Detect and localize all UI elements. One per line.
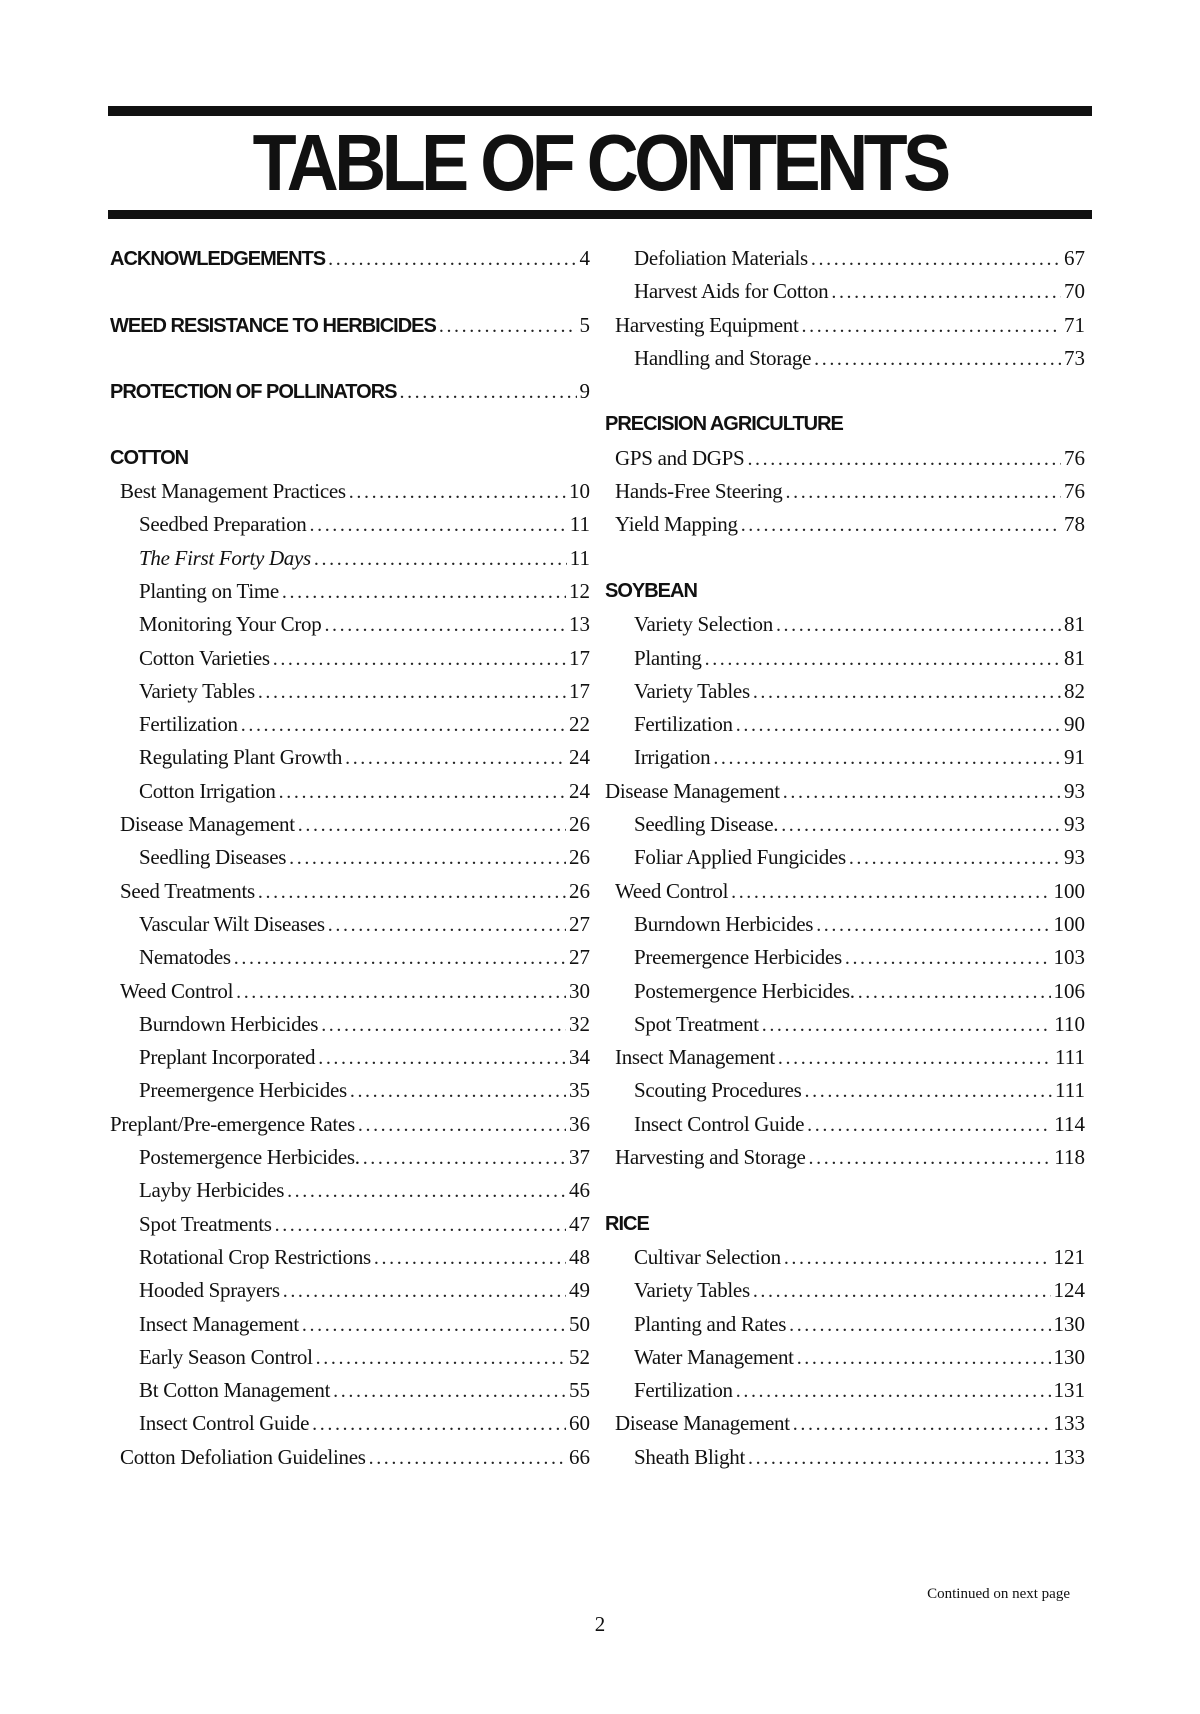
toc-entry-page: 46 xyxy=(569,1178,590,1203)
toc-entry-label: Cotton Irrigation xyxy=(139,778,276,803)
toc-entry-page: 76 xyxy=(1064,445,1085,470)
toc-entry-label: Spot Treatments xyxy=(139,1211,272,1236)
toc-entry-page: 82 xyxy=(1064,678,1085,703)
toc-entry-page: 60 xyxy=(569,1411,590,1436)
toc-entry-label: Planting xyxy=(634,645,702,670)
toc-dot-leader xyxy=(258,876,566,909)
toc-dot-leader xyxy=(363,1142,566,1175)
toc-entry-page: 9 xyxy=(579,379,590,404)
toc-dot-leader xyxy=(858,976,1051,1009)
toc-entry-page: 71 xyxy=(1064,312,1085,337)
toc-dot-leader xyxy=(831,276,1061,309)
toc-entry-page: 35 xyxy=(569,1078,590,1103)
toc-entry-label: Vascular Wilt Diseases xyxy=(139,911,325,936)
toc-entry-page: 48 xyxy=(569,1244,590,1269)
toc-entry-fertilization[interactable] xyxy=(605,708,1085,741)
toc-entry-preemergence-herbicides[interactable] xyxy=(605,941,1085,974)
toc-entry-label: Planting on Time xyxy=(139,578,279,603)
toc-entry-label: Spot Treatment xyxy=(634,1011,759,1036)
toc-entry-early-season-control[interactable] xyxy=(110,1341,590,1374)
toc-entry-page: 32 xyxy=(569,1011,590,1036)
toc-entry-disease-management[interactable] xyxy=(110,808,590,841)
toc-entry-vascular-wilt-diseases[interactable] xyxy=(110,908,590,941)
toc-entry-gps-and-dgps[interactable] xyxy=(605,442,1085,475)
toc-entry-label: PRECISION AGRICULTURE xyxy=(605,413,843,436)
toc-entry-preemergence-herbicides[interactable] xyxy=(110,1074,590,1107)
toc-left-column xyxy=(110,242,590,1474)
toc-entry-label: Variety Selection xyxy=(634,612,773,637)
toc-entry-label: Nematodes xyxy=(139,945,231,970)
toc-dot-leader xyxy=(318,1042,566,1075)
toc-entry-weed-control[interactable] xyxy=(110,975,590,1008)
toc-entry-sheath-blight[interactable] xyxy=(605,1441,1085,1474)
toc-entry-page: 22 xyxy=(569,712,590,737)
toc-entry-weed-control[interactable] xyxy=(605,875,1085,908)
toc-entry-page: 131 xyxy=(1053,1378,1085,1403)
toc-entry-cotton-defoliation-guidelines[interactable] xyxy=(110,1441,590,1474)
toc-dot-leader xyxy=(283,1275,566,1308)
toc-dot-leader xyxy=(753,676,1061,709)
toc-entry-label: Burndown Herbicides xyxy=(634,911,814,936)
toc-dot-leader xyxy=(350,1075,566,1108)
toc-entry-page: 67 xyxy=(1064,246,1085,270)
toc-dot-leader xyxy=(279,776,566,809)
toc-entry-label: Rotational Crop Restrictions xyxy=(139,1244,371,1269)
toc-entry-variety-tables[interactable] xyxy=(605,675,1085,708)
toc-dot-leader xyxy=(349,476,566,509)
toc-entry-hands-free-steering[interactable] xyxy=(605,475,1085,508)
toc-entry-disease-management[interactable] xyxy=(605,1407,1085,1440)
toc-dot-leader xyxy=(345,742,566,775)
toc-dot-leader xyxy=(753,1275,1051,1308)
toc-entry-label: Irrigation xyxy=(634,745,711,770)
toc-entry-label: Best Management Practices xyxy=(120,479,346,504)
toc-dot-leader xyxy=(778,1042,1052,1075)
toc-entry-variety-tables[interactable] xyxy=(605,1274,1085,1307)
toc-entry-label: Cotton Defoliation Guidelines xyxy=(120,1444,366,1469)
toc-entry-page: 10 xyxy=(569,479,590,504)
toc-entry-planting[interactable] xyxy=(605,642,1085,675)
toc-entry-insect-management[interactable] xyxy=(110,1308,590,1341)
toc-entry-label: Weed Control xyxy=(120,978,234,1003)
toc-entry-page: 11 xyxy=(569,512,590,537)
toc-entry-page: 106 xyxy=(1053,978,1085,1003)
toc-entry-label: Preplant/Pre-emergence Rates xyxy=(110,1111,355,1136)
toc-entry-page: 66 xyxy=(569,1444,590,1469)
toc-entry-layby-herbicides[interactable] xyxy=(110,1174,590,1207)
toc-dot-leader xyxy=(439,310,577,343)
toc-entry-label: Insect Management xyxy=(615,1045,775,1070)
toc-entry-page: 34 xyxy=(569,1045,590,1070)
toc-entry-label: Weed Control xyxy=(615,878,729,903)
toc-entry-page: 70 xyxy=(1064,279,1085,304)
toc-spacer xyxy=(605,375,1085,408)
toc-dot-leader xyxy=(811,243,1061,276)
toc-entry-planting-on-time[interactable] xyxy=(110,575,590,608)
toc-entry-fertilization[interactable] xyxy=(605,1374,1085,1407)
toc-dot-leader xyxy=(802,310,1061,343)
page-title-container xyxy=(108,118,1092,208)
toc-entry-page: 26 xyxy=(569,878,590,903)
toc-entry-label: Bt Cotton Management xyxy=(139,1378,331,1403)
toc-entry-page: 27 xyxy=(569,945,590,970)
toc-dot-leader xyxy=(849,842,1061,875)
toc-dot-leader xyxy=(845,942,1051,975)
toc-dot-leader xyxy=(374,1242,566,1275)
toc-entry-bt-cotton-management[interactable] xyxy=(110,1374,590,1407)
toc-entry-label: Variety Tables xyxy=(634,1278,750,1303)
toc-dot-leader xyxy=(328,909,566,942)
toc-dot-leader xyxy=(316,1342,566,1375)
toc-entry-label: Yield Mapping xyxy=(615,512,738,537)
toc-entry-label: GPS and DGPS xyxy=(615,445,745,470)
toc-entry-label: Regulating Plant Growth xyxy=(139,745,343,770)
toc-entry-page: 100 xyxy=(1053,878,1085,903)
toc-entry-label: ACKNOWLEDGEMENTS xyxy=(110,248,326,270)
toc-dot-leader xyxy=(805,1075,1053,1108)
toc-entry-label: Preplant Incorporated xyxy=(139,1045,316,1070)
toc-entry-label: Water Management xyxy=(634,1344,794,1369)
toc-entry-label: Variety Tables xyxy=(139,678,255,703)
toc-entry-regulating-plant-growth[interactable] xyxy=(110,741,590,774)
toc-spacer xyxy=(110,342,590,375)
toc-dot-leader xyxy=(807,1109,1051,1142)
toc-entry-label: Hooded Sprayers xyxy=(139,1278,280,1303)
top-rule xyxy=(108,106,1092,116)
toc-section-heading-rice xyxy=(605,1208,1085,1241)
toc-dot-leader xyxy=(241,709,566,742)
toc-entry-page: 100 xyxy=(1053,911,1085,936)
toc-entry-page: 81 xyxy=(1064,645,1085,670)
toc-dot-leader xyxy=(814,343,1061,376)
toc-entry-weed-resistance-to-herbicides[interactable] xyxy=(110,309,590,342)
toc-entry-seed-treatments[interactable] xyxy=(110,875,590,908)
toc-entry-protection-of-pollinators[interactable] xyxy=(110,375,590,408)
toc-entry-page: 37 xyxy=(569,1145,590,1170)
toc-entry-page: 90 xyxy=(1064,712,1085,737)
toc-entry-label: Layby Herbicides xyxy=(139,1178,285,1203)
toc-entry-label: RICE xyxy=(605,1212,649,1235)
toc-dot-leader xyxy=(809,1142,1052,1175)
toc-entry-label: Insect Management xyxy=(139,1311,299,1336)
toc-entry-nematodes[interactable] xyxy=(110,941,590,974)
toc-entry-label: Cultivar Selection xyxy=(634,1244,781,1269)
toc-entry-label: Variety Tables xyxy=(634,678,750,703)
toc-entry-label: Fertilization xyxy=(634,712,733,737)
bottom-rule xyxy=(108,210,1092,219)
toc-entry-page: 114 xyxy=(1054,1111,1085,1136)
toc-entry-cotton-irrigation[interactable] xyxy=(110,775,590,808)
toc-entry-label: Preemergence Herbicides xyxy=(139,1078,347,1103)
toc-entry-best-management-practices[interactable] xyxy=(110,475,590,508)
toc-dot-leader xyxy=(298,809,566,842)
toc-entry-harvesting-equipment[interactable] xyxy=(605,309,1085,342)
toc-spacer xyxy=(605,542,1085,575)
toc-entry-label: Early Season Control xyxy=(139,1344,313,1369)
toc-dot-leader xyxy=(789,1309,1050,1342)
toc-entry-page: 17 xyxy=(569,678,590,703)
toc-entry-spot-treatments[interactable] xyxy=(110,1208,590,1241)
toc-dot-leader xyxy=(736,1375,1051,1408)
toc-entry-harvesting-and-storage[interactable] xyxy=(605,1141,1085,1174)
toc-dot-leader xyxy=(784,1242,1051,1275)
toc-entry-label: WEED RESISTANCE TO HERBICIDES xyxy=(110,314,436,337)
toc-entry-label: Seedbed Preparation xyxy=(139,512,307,537)
toc-entry-page: 121 xyxy=(1053,1244,1085,1269)
toc-entry-page: 24 xyxy=(569,745,590,770)
toc-entry-label: SOYBEAN xyxy=(605,579,697,602)
toc-entry-harvest-aids-for-cotton[interactable] xyxy=(605,275,1085,308)
toc-entry-hooded-sprayers[interactable] xyxy=(110,1274,590,1307)
toc-entry-page: 103 xyxy=(1053,945,1085,970)
toc-entry-preplant-incorporated[interactable] xyxy=(110,1041,590,1074)
toc-dot-leader xyxy=(234,942,566,975)
toc-entry-page: 27 xyxy=(569,911,590,936)
toc-dot-leader xyxy=(399,376,576,409)
toc-entry-page: 24 xyxy=(569,778,590,803)
toc-entry-page: 110 xyxy=(1054,1011,1085,1036)
toc-entry-label: Insect Control Guide xyxy=(634,1111,805,1136)
toc-entry-page: 49 xyxy=(569,1278,590,1303)
toc-entry-page: 78 xyxy=(1064,512,1085,537)
toc-entry-page: 55 xyxy=(569,1378,590,1403)
toc-entry-label: Hands-Free Steering xyxy=(615,479,783,504)
toc-entry-label: Scouting Procedures xyxy=(634,1078,802,1103)
toc-dot-leader xyxy=(781,809,1061,842)
toc-entry-page: 17 xyxy=(569,645,590,670)
page-title: TABLE OF CONTENTS xyxy=(252,118,948,207)
toc-dot-leader xyxy=(705,643,1061,676)
toc-entry-page: 13 xyxy=(569,612,590,637)
toc-entry-yield-mapping[interactable] xyxy=(605,508,1085,541)
toc-entry-preplant-pre-emergence-rates[interactable] xyxy=(110,1108,590,1141)
toc-dot-leader xyxy=(793,1408,1051,1441)
toc-entry-page: 133 xyxy=(1053,1444,1085,1469)
toc-dot-leader xyxy=(731,876,1050,909)
toc-entry-label: Harvest Aids for Cotton xyxy=(634,279,829,304)
toc-entry-page: 12 xyxy=(569,578,590,603)
toc-entry-page: 93 xyxy=(1064,845,1085,870)
toc-section-heading-soybean xyxy=(605,575,1085,608)
toc-entry-label: Postemergence Herbicides. xyxy=(139,1145,360,1170)
toc-dot-leader xyxy=(776,609,1061,642)
toc-dot-leader xyxy=(797,1342,1051,1375)
toc-dot-leader xyxy=(312,1408,566,1441)
toc-entry-handling-and-storage[interactable] xyxy=(605,342,1085,375)
toc-entry-page: 73 xyxy=(1064,345,1085,370)
toc-entry-page: 4 xyxy=(579,246,590,270)
toc-entry-postemergence-herbicides[interactable] xyxy=(605,975,1085,1008)
toc-spacer xyxy=(605,1174,1085,1207)
toc-entry-scouting-procedures[interactable] xyxy=(605,1074,1085,1107)
toc-entry-label: Insect Control Guide xyxy=(139,1411,310,1436)
toc-entry-page: 130 xyxy=(1053,1311,1085,1336)
continued-note: Continued on next page xyxy=(927,1586,1070,1602)
toc-dot-leader xyxy=(324,609,566,642)
toc-entry-page: 36 xyxy=(569,1111,590,1136)
toc-dot-leader xyxy=(786,476,1062,509)
toc-dot-leader xyxy=(736,709,1061,742)
toc-entry-page: 26 xyxy=(569,845,590,870)
toc-entry-page: 93 xyxy=(1064,778,1085,803)
toc-entry-label: Monitoring Your Crop xyxy=(139,612,322,637)
toc-spacer xyxy=(110,408,590,441)
toc-dot-leader xyxy=(741,509,1061,542)
toc-entry-label: Seed Treatments xyxy=(120,878,255,903)
toc-entry-fertilization[interactable] xyxy=(110,708,590,741)
toc-entry-page: 47 xyxy=(569,1211,590,1236)
toc-entry-label: Harvesting Equipment xyxy=(615,312,799,337)
toc-entry-label: Disease Management xyxy=(605,778,780,803)
toc-entry-label: Foliar Applied Fungicides xyxy=(634,845,846,870)
toc-entry-cultivar-selection[interactable] xyxy=(605,1241,1085,1274)
toc-entry-label: Fertilization xyxy=(634,1378,733,1403)
toc-entry-insect-control-guide[interactable] xyxy=(605,1108,1085,1141)
toc-entry-spot-treatment[interactable] xyxy=(605,1008,1085,1041)
toc-entry-page: 124 xyxy=(1053,1278,1085,1303)
toc-entry-label: Preemergence Herbicides xyxy=(634,945,842,970)
toc-entry-page: 91 xyxy=(1064,745,1085,770)
toc-dot-leader xyxy=(333,1375,566,1408)
toc-entry-label: Fertilization xyxy=(139,712,238,737)
toc-dot-leader xyxy=(783,776,1061,809)
toc-entry-water-management[interactable] xyxy=(605,1341,1085,1374)
toc-dot-leader xyxy=(369,1442,566,1475)
toc-entry-label: The First Forty Days xyxy=(139,545,311,570)
toc-dot-leader xyxy=(310,509,567,542)
toc-dot-leader xyxy=(302,1309,566,1342)
toc-dot-leader xyxy=(275,1209,566,1242)
toc-dot-leader xyxy=(258,676,566,709)
toc-entry-burndown-herbicides[interactable] xyxy=(605,908,1085,941)
toc-entry-page: 76 xyxy=(1064,479,1085,504)
toc-dot-leader xyxy=(816,909,1050,942)
toc-entry-foliar-applied-fungicides[interactable] xyxy=(605,841,1085,874)
toc-entry-page: 52 xyxy=(569,1344,590,1369)
toc-entry-label: Harvesting and Storage xyxy=(615,1145,806,1170)
toc-entry-label: Disease Management xyxy=(120,812,295,837)
toc-dot-leader xyxy=(314,543,567,576)
toc-entry-page: 133 xyxy=(1053,1411,1085,1436)
toc-entry-label: Disease Management xyxy=(615,1411,790,1436)
toc-dot-leader xyxy=(713,742,1061,775)
toc-entry-seedling-diseases[interactable] xyxy=(110,841,590,874)
toc-entry-label: Planting and Rates xyxy=(634,1311,787,1336)
toc-entry-label: Handling and Storage xyxy=(634,345,812,370)
toc-entry-seedbed-preparation[interactable] xyxy=(110,508,590,541)
toc-entry-label: Postemergence Herbicides. xyxy=(634,978,855,1003)
toc-entry-label: Seedling Diseases xyxy=(139,845,287,870)
toc-entry-cotton-varieties[interactable] xyxy=(110,642,590,675)
toc-entry-rotational-crop-restrictions[interactable] xyxy=(110,1241,590,1274)
toc-entry-label: Sheath Blight xyxy=(634,1444,746,1469)
toc-entry-label: Cotton Varieties xyxy=(139,645,270,670)
toc-entry-seedling-disease[interactable] xyxy=(605,808,1085,841)
toc-entry-page: 111 xyxy=(1055,1045,1085,1070)
toc-entry-label: COTTON xyxy=(110,446,189,469)
toc-entry-page: 111 xyxy=(1055,1078,1085,1103)
toc-entry-page: 30 xyxy=(569,978,590,1003)
toc-entry-page: 26 xyxy=(569,812,590,837)
toc-entry-label: Seedling Disease. xyxy=(634,812,779,837)
toc-dot-leader xyxy=(282,576,566,609)
toc-entry-page: 81 xyxy=(1064,612,1085,637)
toc-entry-variety-selection[interactable] xyxy=(605,608,1085,641)
toc-entry-the-first-forty-days[interactable] xyxy=(110,542,590,575)
toc-entry-acknowledgements[interactable] xyxy=(110,242,590,275)
toc-entry-page: 11 xyxy=(569,545,590,570)
toc-dot-leader xyxy=(748,1442,1050,1475)
toc-entry-page: 118 xyxy=(1054,1145,1085,1170)
toc-entry-page: 5 xyxy=(579,312,590,337)
toc-entry-disease-management[interactable] xyxy=(605,775,1085,808)
toc-entry-label: Defoliation Materials xyxy=(634,246,808,270)
toc-entry-burndown-herbicides[interactable] xyxy=(110,1008,590,1041)
toc-entry-variety-tables[interactable] xyxy=(110,675,590,708)
toc-dot-leader xyxy=(289,842,566,875)
toc-entry-monitoring-your-crop[interactable] xyxy=(110,608,590,641)
page-number: 2 xyxy=(594,1612,606,1636)
toc-entry-postemergence-herbicides[interactable] xyxy=(110,1141,590,1174)
toc-entry-page: 130 xyxy=(1053,1344,1085,1369)
toc-dot-leader xyxy=(321,1009,566,1042)
toc-spacer xyxy=(110,275,590,308)
toc-entry-irrigation[interactable] xyxy=(605,741,1085,774)
toc-dot-leader xyxy=(762,1009,1052,1042)
toc-entry-label: PROTECTION OF POLLINATORS xyxy=(110,381,397,404)
toc-dot-leader xyxy=(236,976,566,1009)
toc-section-heading-cotton xyxy=(110,442,590,475)
toc-dot-leader xyxy=(273,643,566,676)
toc-entry-insect-control-guide[interactable] xyxy=(110,1407,590,1440)
toc-dot-leader xyxy=(328,243,576,276)
toc-entry-page: 50 xyxy=(569,1311,590,1336)
toc-dot-leader xyxy=(747,443,1061,476)
toc-entry-page: 93 xyxy=(1064,812,1085,837)
toc-entry-insect-management[interactable] xyxy=(605,1041,1085,1074)
toc-section-heading-precision-agriculture xyxy=(605,408,1085,441)
toc-dot-leader xyxy=(287,1175,566,1208)
toc-entry-planting-and-rates[interactable] xyxy=(605,1308,1085,1341)
toc-entry-label: Burndown Herbicides xyxy=(139,1011,319,1036)
toc-right-column xyxy=(605,242,1085,1474)
toc-dot-leader xyxy=(358,1109,566,1142)
toc-entry-defoliation-materials[interactable] xyxy=(605,242,1085,275)
